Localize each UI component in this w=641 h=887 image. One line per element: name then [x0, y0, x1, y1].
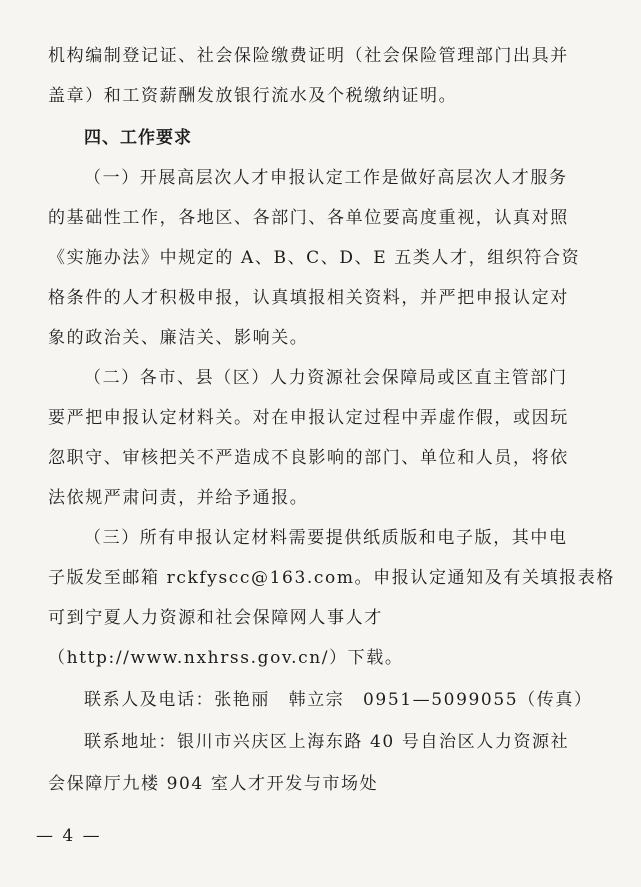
body-line-1: 机构编制登记证、社会保险缴费证明（社会保险管理部门出具并 [48, 46, 569, 66]
paragraph-2-line-4: 法依规严肃问责，并给予通报。 [48, 488, 309, 508]
paragraph-1-line-3: 《实施办法》中规定的 A、B、C、D、E 五类人才，组织符合资 [48, 248, 581, 268]
paragraph-1-line-4: 格条件的人才积极申报，认真填报相关资料，并严把申报认定对 [48, 288, 569, 308]
paragraph-2-line-1: （二）各市、县（区）人力资源社会保障局或区直主管部门 [84, 368, 568, 388]
contact-address-line-2: 会保障厅九楼 904 室人才开发与市场处 [48, 774, 379, 794]
page-number: — 4 — [36, 826, 102, 846]
paragraph-3-line-4-url: （http://www.nxhrss.gov.cn/）下载。 [48, 648, 404, 668]
paragraph-1-line-5: 象的政治关、廉洁关、影响关。 [48, 328, 309, 348]
paragraph-2-line-3: 忽职守、审核把关不严造成不良影响的部门、单位和人员，将依 [48, 448, 569, 468]
paragraph-3-line-2-email: 子版发至邮箱 rckfyscc@163.com。申报认定通知及有关填报表格 [48, 568, 615, 588]
paragraph-3-line-1: （三）所有申报认定材料需要提供纸质版和电子版，其中电 [84, 528, 568, 548]
section-heading-work-requirements: 四、工作要求 [84, 128, 192, 148]
contact-address-line-1: 联系地址：银川市兴庆区上海东路 40 号自治区人力资源社 [84, 732, 570, 752]
contact-person-phone: 联系人及电话：张艳丽 韩立宗 0951—5099055（传真） [84, 690, 593, 710]
paragraph-2-line-2: 要严把申报认定材料关。对在申报认定过程中弄虚作假，或因玩 [48, 408, 569, 428]
paragraph-1-line-2: 的基础性工作，各地区、各部门、各单位要高度重视，认真对照 [48, 208, 569, 228]
paragraph-3-line-3: 可到宁夏人力资源和社会保障网人事人才 [48, 608, 383, 628]
body-line-2: 盖章）和工资薪酬发放银行流水及个税缴纳证明。 [48, 86, 458, 106]
paragraph-1-line-1: （一）开展高层次人才申报认定工作是做好高层次人才服务 [84, 168, 568, 188]
